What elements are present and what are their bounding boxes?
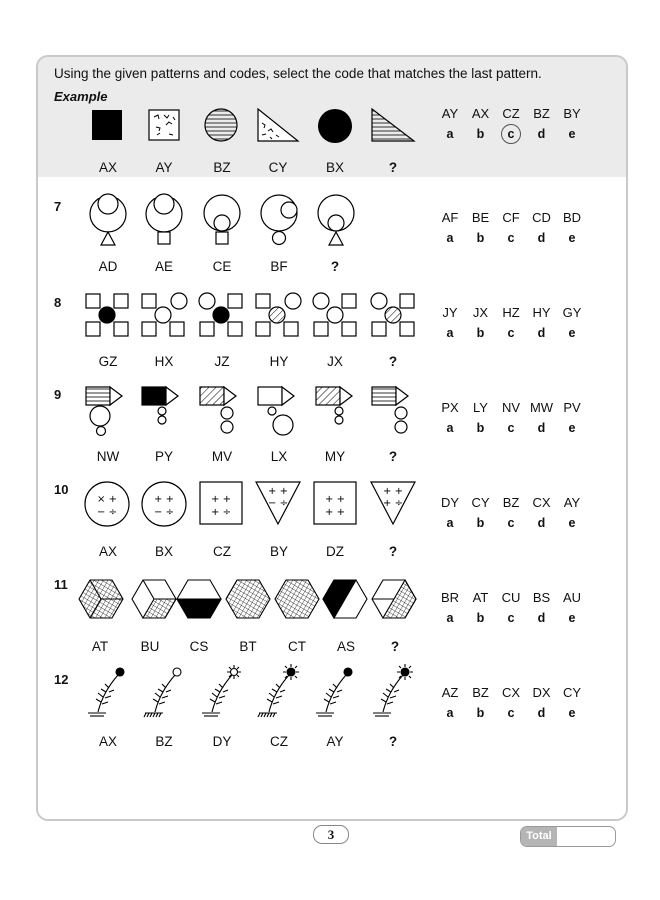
black-circle-figure	[318, 109, 352, 143]
option-letter[interactable]: b	[476, 421, 485, 435]
squares-circles-figure	[142, 293, 187, 336]
question-12	[38, 652, 626, 747]
option-letter[interactable]: c	[507, 231, 515, 245]
question-12-options	[436, 685, 586, 720]
option-letter[interactable]: a	[446, 611, 454, 625]
question-11-figures	[38, 557, 438, 637]
option-letter[interactable]: e	[568, 326, 576, 340]
total-score-box[interactable]	[520, 826, 616, 847]
squares-hatched-circle-figure	[256, 293, 301, 336]
pattern-code: AE	[154, 259, 173, 274]
question-11	[38, 557, 626, 652]
circle-square-figure	[146, 194, 182, 244]
question-12-figures	[38, 652, 438, 732]
pattern-code: HX	[154, 354, 174, 369]
option-code: AX	[471, 106, 490, 121]
plant-figure	[202, 665, 241, 716]
option-code: CZ	[502, 106, 520, 121]
svg-text:+ +: + +	[154, 494, 174, 505]
triangle-symbols-figure	[256, 482, 300, 524]
option-code: AZ	[441, 685, 459, 700]
option-letter[interactable]: b	[476, 611, 485, 625]
square-symbols-figure	[200, 482, 242, 524]
question-7	[38, 177, 626, 272]
option-letter[interactable]: c	[507, 611, 515, 625]
option-code: BZ	[502, 495, 520, 510]
option-code: PV	[563, 400, 581, 415]
plant-figure	[88, 668, 124, 716]
arrow-circles-figure	[142, 387, 178, 424]
pattern-code: CE	[212, 259, 232, 274]
option-code: CD	[532, 210, 551, 225]
unknown-pattern-code: ?	[388, 544, 398, 559]
option-letter[interactable]: a	[446, 127, 454, 141]
option-letter[interactable]: d	[537, 421, 546, 435]
option-code: CX	[501, 685, 521, 700]
square-symbols-figure	[314, 482, 356, 524]
hexagon-figure	[275, 580, 319, 618]
svg-text:× +: × +	[97, 494, 117, 505]
option-code: CX	[532, 495, 551, 510]
striped-triangle-figure	[372, 109, 414, 141]
pattern-code: BY	[269, 544, 288, 559]
option-letter[interactable]: e	[568, 127, 576, 141]
question-number: 8	[54, 295, 62, 310]
circle-symbols-figure	[142, 482, 186, 526]
hexagon-figure	[323, 580, 367, 618]
squares-black-circle-figure	[199, 293, 242, 336]
arrow-circles-figure	[86, 387, 122, 436]
triangle-symbols-figure	[371, 482, 415, 524]
option-letter[interactable]: c	[507, 706, 515, 720]
option-letter[interactable]: b	[476, 127, 485, 141]
pattern-code: JZ	[214, 354, 230, 369]
option-letter[interactable]: d	[537, 611, 546, 625]
pattern-code: AX	[98, 734, 117, 749]
question-9	[38, 367, 626, 462]
pattern-code: LX	[270, 449, 288, 464]
striped-circle-figure	[205, 109, 237, 141]
option-letter[interactable]: e	[568, 421, 576, 435]
option-letter[interactable]: d	[537, 516, 546, 530]
option-code: BD	[562, 210, 582, 225]
textured-triangle-figure	[258, 109, 298, 141]
unknown-pattern-code: ?	[388, 734, 398, 749]
selected-option-letter[interactable]: c	[497, 127, 525, 141]
example-label: Example	[54, 89, 108, 104]
unknown-pattern-code: ?	[388, 160, 398, 175]
pattern-code: BZ	[213, 160, 231, 175]
option-code: LY	[473, 400, 488, 415]
pattern-code: AY	[155, 160, 173, 175]
circle-symbols-figure	[85, 482, 129, 526]
hexagon-figure	[226, 580, 270, 618]
option-code: CF	[502, 210, 520, 225]
question-number: 10	[54, 482, 69, 497]
pattern-code: DZ	[326, 544, 344, 559]
svg-text:+ ÷: + ÷	[383, 498, 403, 509]
page-number: 3	[313, 825, 349, 844]
svg-text:+ +: + +	[325, 507, 345, 518]
pattern-code: CZ	[213, 544, 231, 559]
example-options	[436, 106, 586, 141]
instructions: Using the given patterns and codes, select the code that matches the last pattern.	[54, 66, 542, 81]
question-number: 11	[54, 577, 68, 592]
squares-circles-figure	[313, 293, 356, 336]
option-code: AF	[441, 210, 459, 225]
arrow-circles-figure	[372, 387, 408, 433]
circle-square-figure	[204, 195, 240, 244]
option-code: PX	[441, 400, 459, 415]
pattern-code: CZ	[270, 734, 288, 749]
question-7-figures	[38, 177, 438, 257]
squares-hatched-circle-figure	[371, 293, 414, 336]
option-code: MW	[529, 400, 554, 415]
option-code: JX	[472, 305, 489, 320]
question-7-options	[436, 210, 586, 245]
option-code: CY	[471, 495, 490, 510]
svg-text:+ +: + +	[325, 494, 345, 505]
svg-text:+ +: + +	[211, 494, 231, 505]
plant-figure	[373, 664, 413, 716]
option-letter[interactable]: d	[537, 231, 546, 245]
hexagon-figure	[79, 580, 123, 618]
pattern-code: CT	[288, 639, 306, 654]
option-code: AY	[563, 495, 581, 510]
plant-figure	[144, 668, 181, 717]
question-10-figures	[38, 462, 438, 542]
option-code: AT	[472, 590, 489, 605]
pattern-code: NW	[96, 449, 120, 464]
svg-text:− ÷: − ÷	[268, 498, 288, 509]
black-square-figure	[92, 110, 122, 140]
option-letter[interactable]: d	[537, 706, 546, 720]
question-8-options	[436, 305, 586, 340]
option-letter[interactable]: a	[446, 326, 454, 340]
option-code: DY	[440, 495, 460, 510]
option-code: NV	[501, 400, 521, 415]
option-code: JY	[442, 305, 458, 320]
option-code: CU	[501, 590, 521, 605]
svg-text:− ÷: − ÷	[97, 507, 117, 518]
option-code: BE	[471, 210, 490, 225]
option-letter[interactable]: a	[446, 516, 454, 530]
question-8	[38, 272, 626, 367]
question-9-options	[436, 400, 586, 435]
option-letter[interactable]: c	[507, 516, 515, 530]
pattern-code: JX	[327, 354, 343, 369]
arrow-circles-figure	[258, 387, 294, 435]
pattern-code: AX	[98, 160, 117, 175]
option-letter[interactable]: d	[537, 127, 546, 141]
option-letter[interactable]: c	[507, 421, 515, 435]
option-letter[interactable]: c	[507, 326, 515, 340]
svg-text:− ÷: − ÷	[154, 507, 174, 518]
worksheet	[36, 55, 628, 821]
question-11-options	[436, 590, 586, 625]
option-letter[interactable]: e	[568, 611, 576, 625]
svg-text:+ +: + +	[268, 486, 288, 497]
question-number: 9	[54, 387, 62, 402]
pattern-code: GZ	[98, 354, 118, 369]
example-section	[38, 57, 626, 177]
example-figures	[38, 57, 438, 177]
pattern-code: BU	[140, 639, 160, 654]
circle-triangle-figure	[90, 194, 126, 245]
option-code: GY	[562, 305, 582, 320]
pattern-code: AS	[336, 639, 355, 654]
question-8-figures	[38, 272, 438, 352]
option-code: BY	[563, 106, 581, 121]
unknown-pattern-code: ?	[388, 354, 398, 369]
option-letter[interactable]: e	[568, 516, 576, 530]
pattern-code: BF	[270, 259, 288, 274]
pattern-code: AX	[98, 544, 117, 559]
option-code: AU	[562, 590, 582, 605]
option-code: BS	[532, 590, 551, 605]
pattern-code: MY	[324, 449, 346, 464]
pattern-code: CY	[268, 160, 288, 175]
pattern-code: BX	[325, 160, 344, 175]
option-code: CY	[562, 685, 582, 700]
option-letter[interactable]: b	[476, 231, 485, 245]
option-letter[interactable]: b	[476, 326, 485, 340]
pattern-code: MV	[211, 449, 233, 464]
pattern-code: BT	[239, 639, 257, 654]
option-letter[interactable]: b	[476, 516, 485, 530]
question-10	[38, 462, 626, 557]
option-code: BR	[440, 590, 460, 605]
pattern-code: PY	[154, 449, 173, 464]
unknown-pattern-code: ?	[330, 259, 340, 274]
question-number: 7	[54, 199, 62, 214]
hexagon-figure	[132, 580, 176, 618]
pattern-code: AY	[326, 734, 344, 749]
pattern-code: AT	[91, 639, 109, 654]
plant-figure	[316, 668, 352, 716]
arrow-circles-figure	[200, 387, 236, 433]
option-code: HY	[532, 305, 551, 320]
option-letter[interactable]: a	[446, 231, 454, 245]
option-code: AY	[441, 106, 459, 121]
svg-text:+ +: + +	[383, 486, 403, 497]
circle-triangle-figure	[318, 195, 354, 245]
unknown-pattern-code: ?	[388, 449, 398, 464]
total-label: Total	[521, 827, 557, 846]
pattern-code: AD	[98, 259, 118, 274]
squares-black-circle-figure	[86, 294, 128, 336]
option-letter[interactable]: a	[446, 706, 454, 720]
question-9-figures	[38, 367, 438, 447]
svg-text:+ ÷: + ÷	[211, 507, 231, 518]
question-number: 12	[54, 672, 69, 687]
option-code: HZ	[502, 305, 520, 320]
arrow-circles-figure	[316, 387, 352, 424]
textured-square-figure	[149, 110, 179, 140]
pattern-code: BZ	[155, 734, 173, 749]
hexagon-figure	[177, 580, 221, 618]
option-letter[interactable]: a	[446, 421, 454, 435]
option-letter[interactable]: e	[568, 706, 576, 720]
option-code: BZ	[472, 685, 489, 700]
option-letter[interactable]: e	[568, 231, 576, 245]
option-letter[interactable]: b	[476, 706, 485, 720]
circle-circle-figure	[261, 195, 297, 245]
pattern-code: CS	[189, 639, 209, 654]
pattern-code: DY	[212, 734, 232, 749]
question-10-options	[436, 495, 586, 530]
option-code: BZ	[533, 106, 550, 121]
option-letter[interactable]: d	[537, 326, 546, 340]
pattern-code: BX	[154, 544, 173, 559]
pattern-code: HY	[269, 354, 289, 369]
hexagon-figure	[372, 580, 416, 618]
plant-figure	[258, 664, 299, 717]
unknown-pattern-code: ?	[390, 639, 400, 654]
option-code: DX	[532, 685, 551, 700]
